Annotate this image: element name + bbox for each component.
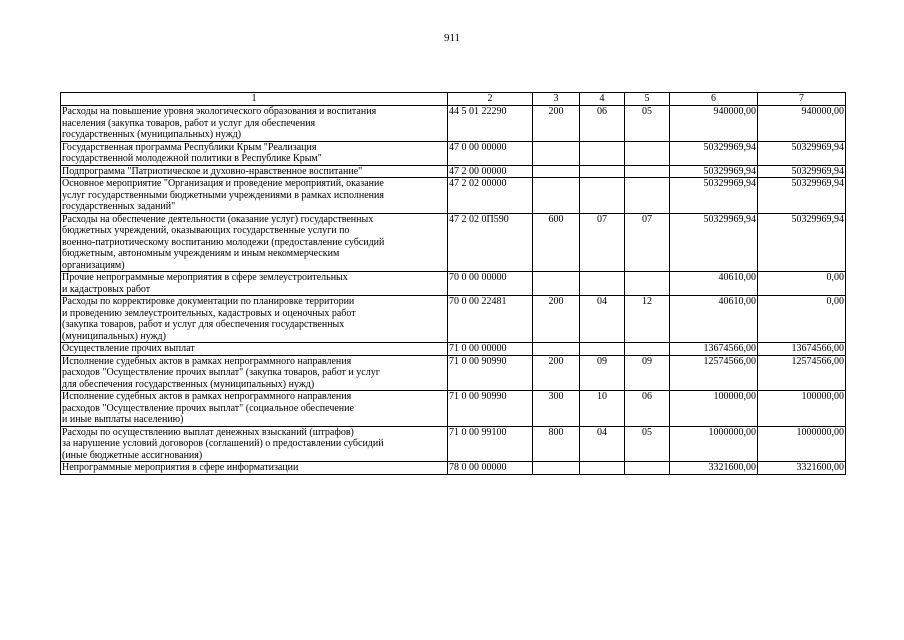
- row-section: 06: [580, 106, 625, 142]
- row-code: 70 0 00 00000: [448, 272, 533, 296]
- row-sum-year-1: 13674566,00: [670, 343, 758, 356]
- column-header-3: 3: [533, 93, 580, 106]
- row-sum-year-2: 0,00: [758, 296, 846, 343]
- row-section: [580, 462, 625, 475]
- row-sum-year-2: 13674566,00: [758, 343, 846, 356]
- row-description: Расходы по осуществлению выплат денежных взысканий (штрафов) за нарушение условий договоров (соглашений) о предоставлении субсидий (иные бюджетные ассигнования): [61, 426, 448, 462]
- row-subsection: [625, 462, 670, 475]
- row-expense-type: [533, 165, 580, 178]
- row-code: 71 0 00 99100: [448, 426, 533, 462]
- column-header-4: 4: [580, 93, 625, 106]
- row-subsection: [625, 343, 670, 356]
- row-sum-year-1: 12574566,00: [670, 355, 758, 391]
- table-row: [61, 355, 846, 391]
- column-header-1: 1: [61, 93, 448, 106]
- row-subsection: [625, 178, 670, 214]
- row-expense-type: [533, 141, 580, 165]
- row-sum-year-2: 1000000,00: [758, 426, 846, 462]
- table-row: [61, 343, 846, 356]
- column-header-2: 2: [448, 93, 533, 106]
- row-sum-year-2: 50329969,94: [758, 213, 846, 272]
- row-description: Подпрограмма "Патриотическое и духовно-нравственное воспитание": [61, 165, 448, 178]
- row-expense-type: [533, 178, 580, 214]
- table-row: [61, 391, 846, 427]
- row-sum-year-1: 100000,00: [670, 391, 758, 427]
- table-body: [61, 106, 846, 475]
- row-code: 47 0 00 00000: [448, 141, 533, 165]
- row-description: Исполнение судебных актов в рамках непрограммного направления расходов "Осуществление прочих выплат" (социальное обеспечение и иные выплаты населению): [61, 391, 448, 427]
- table-row: [61, 272, 846, 296]
- table-row: [61, 141, 846, 165]
- row-sum-year-2: 50329969,94: [758, 178, 846, 214]
- table-row: [61, 296, 846, 343]
- row-expense-type: 600: [533, 213, 580, 272]
- row-subsection: [625, 165, 670, 178]
- row-description: Основное мероприятие "Организация и проведение мероприятий, оказание услуг государственными бюджетными учреждениями в рамках исполнения государственных заданий": [61, 178, 448, 214]
- table-row: [61, 462, 846, 475]
- row-code: 71 0 00 90990: [448, 391, 533, 427]
- row-code: 47 2 02 00000: [448, 178, 533, 214]
- row-section: [580, 272, 625, 296]
- row-sum-year-2: 100000,00: [758, 391, 846, 427]
- row-sum-year-2: 50329969,94: [758, 141, 846, 165]
- row-section: [580, 141, 625, 165]
- row-code: 47 2 02 0П590: [448, 213, 533, 272]
- row-section: [580, 178, 625, 214]
- row-code: 78 0 00 00000: [448, 462, 533, 475]
- table-row: [61, 178, 846, 214]
- row-sum-year-1: 50329969,94: [670, 213, 758, 272]
- row-sum-year-1: 50329969,94: [670, 141, 758, 165]
- row-expense-type: [533, 343, 580, 356]
- row-description: Государственная программа Республики Крым "Реализация государственной молодежной политики в Республике Крым": [61, 141, 448, 165]
- row-expense-type: 800: [533, 426, 580, 462]
- row-subsection: 07: [625, 213, 670, 272]
- row-description: Расходы по корректировке документации по планировке территории и проведению землеустроительных, кадастровых и оценочных работ (закупка товаров, работ и услуг для обеспечения государственных (муниципальных) нужд): [61, 296, 448, 343]
- row-sum-year-2: 50329969,94: [758, 165, 846, 178]
- table-row: [61, 165, 846, 178]
- row-expense-type: 200: [533, 106, 580, 142]
- row-sum-year-1: 50329969,94: [670, 178, 758, 214]
- row-section: 09: [580, 355, 625, 391]
- header-row: [61, 93, 846, 106]
- table-row: [61, 213, 846, 272]
- row-code: 71 0 00 00000: [448, 343, 533, 356]
- row-sum-year-1: 50329969,94: [670, 165, 758, 178]
- row-section: 10: [580, 391, 625, 427]
- row-section: 04: [580, 426, 625, 462]
- row-sum-year-1: 40610,00: [670, 272, 758, 296]
- row-subsection: 05: [625, 426, 670, 462]
- column-header-5: 5: [625, 93, 670, 106]
- row-description: Осуществление прочих выплат: [61, 343, 448, 356]
- table-row: [61, 426, 846, 462]
- row-expense-type: 200: [533, 296, 580, 343]
- row-subsection: [625, 141, 670, 165]
- budget-table: [60, 92, 846, 475]
- row-sum-year-1: 3321600,00: [670, 462, 758, 475]
- row-description: Расходы на обеспечение деятельности (оказание услуг) государственных бюджетных учреждений, оказывающих государственные услуги по военно-патриотическому воспитанию молодежи (предоставление субсидий бюджетным, автономным учреждениям и иным некоммерческим организациям): [61, 213, 448, 272]
- row-subsection: 09: [625, 355, 670, 391]
- row-subsection: 12: [625, 296, 670, 343]
- row-sum-year-1: 940000,00: [670, 106, 758, 142]
- table-row: [61, 106, 846, 142]
- row-expense-type: 200: [533, 355, 580, 391]
- row-subsection: [625, 272, 670, 296]
- row-sum-year-1: 40610,00: [670, 296, 758, 343]
- row-subsection: 06: [625, 391, 670, 427]
- row-code: 47 2 00 00000: [448, 165, 533, 178]
- page-number: 911: [443, 32, 461, 44]
- row-code: 44 5 01 22290: [448, 106, 533, 142]
- row-description: Прочие непрограммные мероприятия в сфере землеустроительных и кадастровых работ: [61, 272, 448, 296]
- row-subsection: 05: [625, 106, 670, 142]
- row-code: 71 0 00 90990: [448, 355, 533, 391]
- row-description: Расходы на повышение уровня экологического образования и воспитания населения (закупка товаров, работ и услуг для обеспечения государственных (муниципальных) нужд): [61, 106, 448, 142]
- row-section: [580, 165, 625, 178]
- row-expense-type: 300: [533, 391, 580, 427]
- row-section: 04: [580, 296, 625, 343]
- row-sum-year-2: 940000,00: [758, 106, 846, 142]
- row-sum-year-1: 1000000,00: [670, 426, 758, 462]
- column-header-7: 7: [758, 93, 846, 106]
- row-expense-type: [533, 272, 580, 296]
- row-section: 07: [580, 213, 625, 272]
- row-code: 70 0 00 22481: [448, 296, 533, 343]
- row-sum-year-2: 3321600,00: [758, 462, 846, 475]
- column-header-6: 6: [670, 93, 758, 106]
- row-description: Непрограммные мероприятия в сфере информатизации: [61, 462, 448, 475]
- row-expense-type: [533, 462, 580, 475]
- row-section: [580, 343, 625, 356]
- row-description: Исполнение судебных актов в рамках непрограммного направления расходов "Осуществление прочих выплат" (закупка товаров, работ и услуг для обеспечения государственных (муниципальных) нужд): [61, 355, 448, 391]
- row-sum-year-2: 0,00: [758, 272, 846, 296]
- row-sum-year-2: 12574566,00: [758, 355, 846, 391]
